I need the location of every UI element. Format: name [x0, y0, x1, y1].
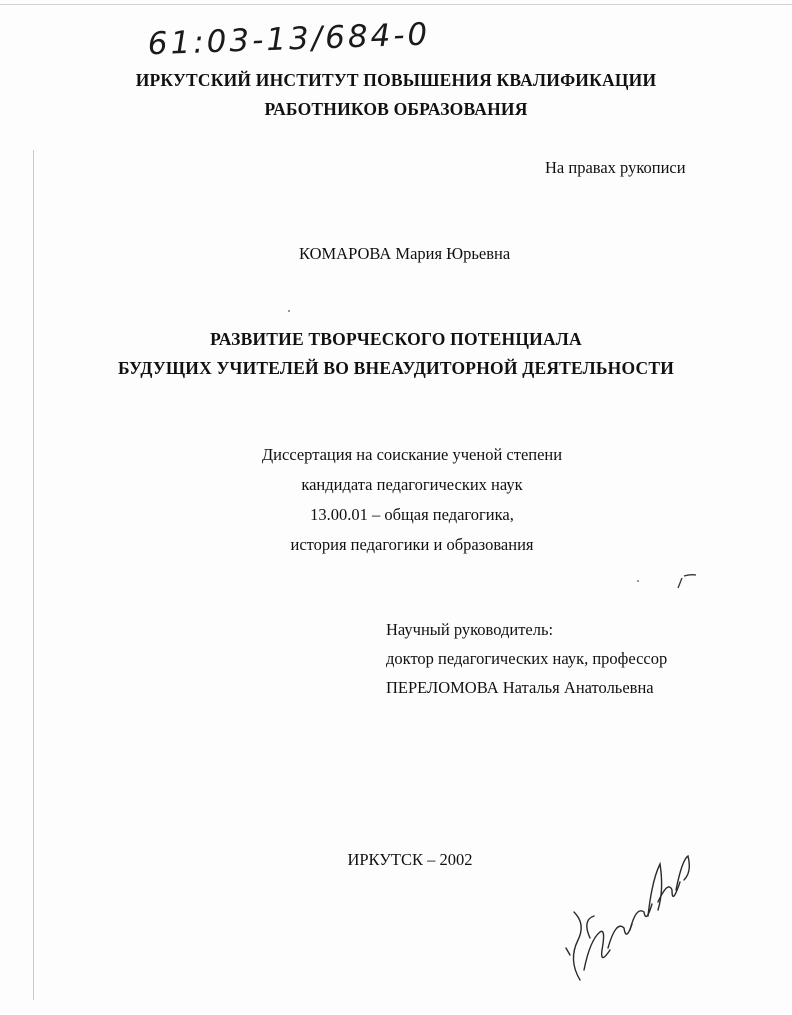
supervisor-name: ПЕРЕЛОМОВА Наталья Анатольевна [386, 678, 654, 697]
scan-edge-left [33, 150, 34, 1000]
thesis-title-line-2: БУДУЩИХ УЧИТЕЛЕЙ ВО ВНЕАУДИТОРНОЙ ДЕЯТЕЛЬНОСТИ [117, 358, 675, 378]
scan-speck [637, 580, 639, 582]
supervisor-credentials: доктор педагогических наук, профессор [386, 649, 668, 668]
institute-name-line-2: РАБОТНИКОВ ОБРАЗОВАНИЯ [264, 99, 528, 119]
degree-line-4: история педагогики и образования [290, 535, 534, 554]
manuscript-note: На правах рукописи [545, 158, 686, 177]
place-and-year: ИРКУТСК – 2002 [347, 850, 473, 869]
pen-stroke-icon [674, 572, 698, 590]
supervisor-label: Научный руководитель: [386, 620, 554, 639]
degree-line-3: 13.00.01 – общая педагогика, [310, 505, 514, 524]
author-name: КОМАРОВА Мария Юрьевна [299, 244, 511, 263]
thesis-title-line-1: РАЗВИТИЕ ТВОРЧЕСКОГО ПОТЕНЦИАЛА [210, 329, 582, 349]
scan-speck [288, 310, 290, 312]
handwritten-signature-icon [560, 820, 700, 990]
degree-line-2: кандидата педагогических наук [301, 475, 523, 494]
degree-line-1: Диссертация на соискание ученой степени [261, 445, 563, 464]
handwritten-catalog-number: 61:03-13/684-0 [147, 16, 431, 63]
scan-edge-top [0, 4, 792, 5]
institute-name-line-1: ИРКУТСКИЙ ИНСТИТУТ ПОВЫШЕНИЯ КВАЛИФИКАЦИИ [135, 70, 657, 90]
